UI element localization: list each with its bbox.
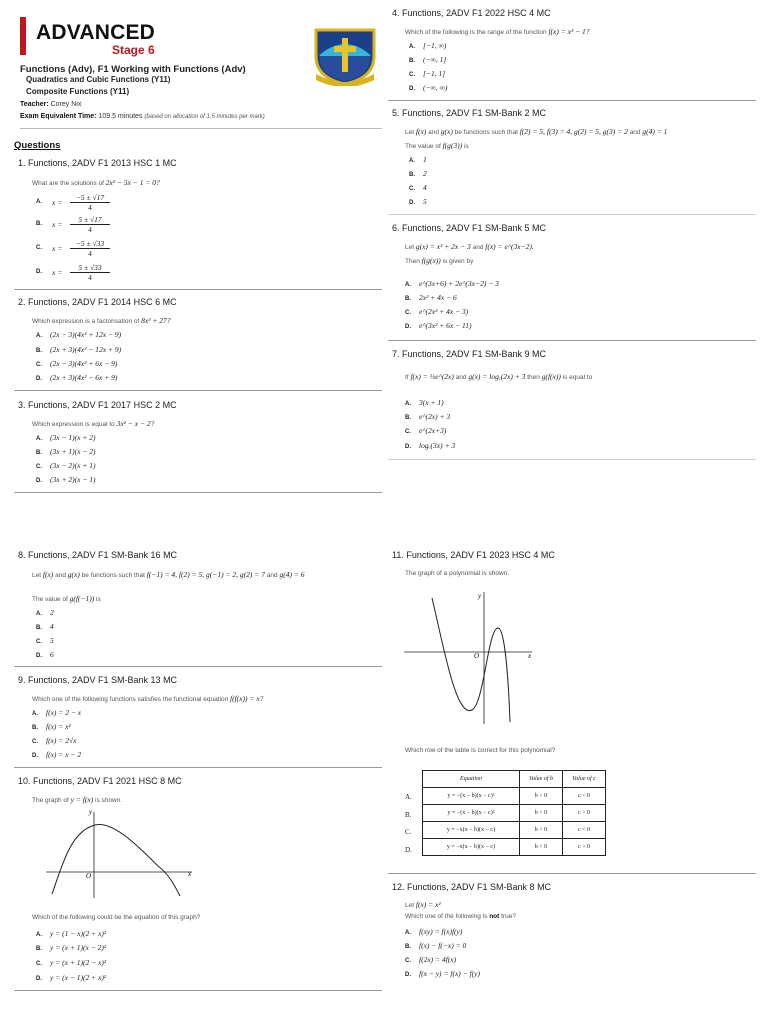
option-label: B. <box>405 415 411 421</box>
option-text: 2 <box>423 169 427 178</box>
prompt-math: g(4) = 6 <box>279 570 305 579</box>
option-label: B. <box>405 944 411 950</box>
question-6-title: 6. Functions, 2ADV F1 SM-Bank 5 MC <box>392 223 547 233</box>
option-text: (3x + 1)(x − 2) <box>50 447 96 456</box>
prompt-text: is given by <box>442 258 474 265</box>
option-d[interactable] <box>405 441 455 450</box>
option-d[interactable] <box>36 973 106 982</box>
option-a[interactable] <box>409 41 446 50</box>
option-label: D. <box>36 376 42 382</box>
prompt-math: f(x) = x² <box>415 900 441 909</box>
option-b[interactable] <box>405 412 450 421</box>
origin-label: O <box>474 652 480 660</box>
brand-stage: Stage 6 <box>112 43 155 57</box>
option-c[interactable] <box>36 359 117 368</box>
cell-equation: y = −x(x − b)(x − c) <box>423 839 520 856</box>
option-text: (3x − 1)(x + 2) <box>50 433 96 442</box>
option-d[interactable] <box>405 321 471 330</box>
option-d[interactable] <box>36 650 54 659</box>
cell-equation: y = −x(x − b)(x − c) <box>423 822 520 839</box>
question-11-prompt: The graph of a polynomial is shown. <box>405 570 510 577</box>
option-label: A. <box>409 44 415 50</box>
option-label: C. <box>32 739 38 745</box>
prompt-text: What are the solutions of <box>32 180 104 187</box>
option-lhs: x = <box>52 244 63 253</box>
cell-equation: y = −(x − b)(x − c)² <box>423 788 520 805</box>
cell-c: c < 0 <box>563 822 606 839</box>
row-label-a[interactable]: A. <box>405 793 412 801</box>
option-label: B. <box>36 348 42 354</box>
subtopic-2: Composite Functions (Y11) <box>26 87 130 96</box>
option-denominator: 4 <box>88 249 92 258</box>
cell-c: c > 0 <box>563 839 606 856</box>
option-b[interactable] <box>405 293 457 302</box>
question-divider <box>14 767 382 768</box>
question-8-prompt-1 <box>32 570 372 581</box>
option-label: A. <box>405 401 411 407</box>
option-text: 4 <box>50 622 54 631</box>
option-a[interactable] <box>36 193 126 213</box>
option-b[interactable] <box>405 941 466 950</box>
table-row[interactable] <box>423 788 606 805</box>
origin-label: O <box>86 872 92 880</box>
question-divider <box>14 289 382 290</box>
cell-b: b < 0 <box>520 805 563 822</box>
question-10-title: 10. Functions, 2ADV F1 2021 HSC 8 MC <box>18 776 182 786</box>
option-text: f(x) = 2√x <box>46 736 77 745</box>
option-label: C. <box>36 245 42 251</box>
question-11-question: Which row of the table is correct for this polynomial? <box>405 747 556 754</box>
option-d[interactable] <box>36 475 96 484</box>
brand-accent-bar <box>20 17 26 55</box>
option-a[interactable] <box>36 608 54 617</box>
table-row[interactable] <box>423 822 606 839</box>
prompt-text: Let <box>405 244 415 251</box>
option-label: C. <box>405 310 411 316</box>
option-c[interactable] <box>32 736 76 745</box>
option-label: D. <box>405 972 411 978</box>
prompt-math: f(x) = e^(3x−2). <box>485 242 534 251</box>
prompt-text: Which one of the following functions satisfies the functional equation <box>32 696 229 703</box>
option-label: A. <box>36 436 42 442</box>
option-b[interactable] <box>36 447 96 456</box>
option-text: 2x² + 4x − 6 <box>419 293 457 302</box>
question-7-title: 7. Functions, 2ADV F1 SM-Bank 9 MC <box>392 349 547 359</box>
option-b[interactable] <box>409 169 427 178</box>
prompt-text: and <box>629 129 641 136</box>
option-numerator: −5 ± √17 <box>70 193 110 203</box>
prompt-text: The value of <box>32 596 68 603</box>
question-divider <box>14 666 382 667</box>
q10-cubic-graph <box>40 806 200 902</box>
prompt-math: g(f(x)) <box>541 372 561 381</box>
prompt-math: y = f(x) <box>70 795 94 804</box>
option-text: 5 <box>50 636 54 645</box>
option-text: e^(2x² + 4x − 3) <box>419 307 469 316</box>
prompt-equation: 3x² − x − 2? <box>116 419 155 428</box>
prompt-math: f(x) = ½e^(2x) <box>410 372 454 381</box>
option-d[interactable] <box>32 750 81 759</box>
prompt-emphasis: not <box>489 913 500 920</box>
option-d[interactable] <box>405 969 480 978</box>
option-text: (2x − 3)(4x² + 6x − 9) <box>50 359 118 368</box>
option-denominator: 4 <box>88 203 92 212</box>
question-3-prompt <box>32 419 154 428</box>
question-7-prompt <box>405 372 592 381</box>
option-text: 5 <box>423 197 427 206</box>
question-divider <box>14 492 382 493</box>
questions-heading: Questions <box>14 140 61 151</box>
question-1-prompt <box>32 178 160 187</box>
question-8-prompt-2 <box>32 594 101 603</box>
prompt-text: Let <box>32 572 42 579</box>
exam-time-note: (based on allocation of 1.5 minutes per mark) <box>144 114 265 120</box>
row-label-b[interactable]: B. <box>405 811 412 819</box>
question-11-title: 11. Functions, 2ADV F1 2023 HSC 4 MC <box>392 550 555 560</box>
prompt-text: is equal to <box>562 374 593 381</box>
option-c[interactable] <box>409 183 427 192</box>
header-equation: Equation <box>423 771 520 788</box>
question-divider <box>388 340 756 341</box>
prompt-math: g(x) <box>67 570 80 579</box>
option-c[interactable] <box>405 955 456 964</box>
cell-equation: y = −(x − b)(x − c)² <box>423 805 520 822</box>
row-label-d[interactable]: D. <box>405 846 412 854</box>
option-text: [−1, 1] <box>423 69 446 78</box>
cell-b: b > 0 <box>520 788 563 805</box>
option-text: e^(3x² + 6x − 11) <box>419 321 472 330</box>
teacher-line <box>20 101 81 108</box>
question-9-title: 9. Functions, 2ADV F1 SM-Bank 13 MC <box>18 675 178 685</box>
option-d[interactable] <box>36 373 117 382</box>
option-label: C. <box>405 958 411 964</box>
option-text: f(2x) = 4f(x) <box>419 955 457 964</box>
prompt-text: true? <box>501 913 516 920</box>
question-6-prompt-1 <box>405 242 534 251</box>
question-5-prompt-2 <box>405 141 469 150</box>
option-text: f(x) = x² <box>46 722 71 731</box>
option-label: D. <box>36 976 42 982</box>
cell-c: c > 0 <box>563 805 606 822</box>
prompt-math: g(4) = 1 <box>642 127 668 136</box>
option-label: A. <box>409 158 415 164</box>
option-text: f(x) = 2 − x <box>46 708 82 717</box>
option-b[interactable] <box>36 622 54 631</box>
option-text: logₑ(3x) + 3 <box>419 441 456 450</box>
option-text: f(xy) = f(x)f(y) <box>419 927 463 936</box>
option-label: A. <box>405 930 411 936</box>
question-divider <box>388 459 756 460</box>
option-text: y = (1 − x)(2 + x)² <box>50 929 107 938</box>
school-crest-cross-icon <box>312 26 378 86</box>
option-text: [−1, ∞) <box>423 41 447 50</box>
option-d[interactable] <box>409 197 427 206</box>
prompt-text: then <box>527 374 540 381</box>
option-text: 3(x + 1) <box>419 398 444 407</box>
option-text: 2 <box>50 608 54 617</box>
option-label: D. <box>409 86 415 92</box>
option-label: C. <box>409 72 415 78</box>
option-text: 6 <box>50 650 54 659</box>
option-text: f(x) = x − 2 <box>46 750 82 759</box>
prompt-equation: 8x³ + 27? <box>141 316 171 325</box>
cell-c: c < 0 <box>563 788 606 805</box>
option-text: e^(3x+6) + 2e^(3x−2) − 3 <box>419 279 499 288</box>
prompt-math: f(f(x)) = x? <box>230 694 264 703</box>
option-a[interactable] <box>405 927 462 936</box>
option-lhs: x = <box>52 268 63 277</box>
question-9-prompt <box>32 694 263 703</box>
question-2-title: 2. Functions, 2ADV F1 2014 HSC 6 MC <box>18 297 177 307</box>
teacher-name: Corey Nix <box>50 101 82 108</box>
x-axis-label: x <box>188 870 192 878</box>
prompt-text: If <box>405 374 409 381</box>
prompt-math: f(x) <box>415 127 427 136</box>
option-text: y = (x − 1)(2 + x)² <box>50 973 107 982</box>
option-text: e^(2x) + 3 <box>419 412 451 421</box>
option-text: (2x − 3)(4x² + 12x − 9) <box>50 330 122 339</box>
prompt-text: be functions such that <box>81 572 145 579</box>
prompt-text: and <box>472 244 484 251</box>
option-c[interactable] <box>409 69 445 78</box>
question-4-prompt <box>405 27 590 36</box>
cell-b: b < 0 <box>520 839 563 856</box>
option-c[interactable] <box>36 636 54 645</box>
option-numerator: 5 ± √17 <box>70 215 110 225</box>
option-a[interactable] <box>32 708 81 717</box>
question-12-prompt-2 <box>405 913 516 920</box>
question-6-prompt-2 <box>405 256 473 265</box>
option-a[interactable] <box>36 929 106 938</box>
option-text: (3x + 2)(x − 1) <box>50 475 96 484</box>
option-label: D. <box>36 269 42 275</box>
option-numerator: −5 ± √33 <box>70 239 110 249</box>
prompt-text: and <box>55 572 66 579</box>
question-divider <box>14 990 382 991</box>
prompt-math: g(x) = logₑ(2x) + 3 <box>468 372 526 381</box>
prompt-text: The graph of <box>32 797 69 804</box>
prompt-text: Let <box>405 902 415 909</box>
question-2-prompt <box>32 316 171 325</box>
option-text: y = (x + 1)(2 − x)² <box>50 958 107 967</box>
option-d[interactable] <box>36 263 126 283</box>
question-4-title: 4. Functions, 2ADV F1 2022 HSC 4 MC <box>392 8 551 18</box>
prompt-equation: f(x) = x³ − 1? <box>548 27 590 36</box>
question-3-title: 3. Functions, 2ADV F1 2017 HSC 2 MC <box>18 400 177 410</box>
question-1-title: 1. Functions, 2ADV F1 2013 HSC 1 MC <box>18 158 177 168</box>
option-b[interactable] <box>36 215 126 235</box>
exam-time-value: 109.5 minutes <box>98 113 143 120</box>
header-value-b: Value of b <box>520 771 563 788</box>
option-a[interactable] <box>405 279 499 288</box>
option-label: D. <box>36 478 42 484</box>
option-a[interactable] <box>36 330 121 339</box>
cell-b: b > 0 <box>520 822 563 839</box>
option-label: C. <box>36 961 42 967</box>
prompt-text: is <box>463 143 469 150</box>
polynomial-options-table <box>422 770 606 856</box>
option-label: C. <box>36 639 42 645</box>
prompt-math: f(−1) = 4, f(2) = 5, g(−1) = 2, g(2) = 7 <box>146 570 265 579</box>
option-label: C. <box>36 464 42 470</box>
exam-time-label: Exam Equivalent Time: <box>20 113 97 120</box>
option-label: B. <box>405 296 411 302</box>
row-label-c[interactable]: C. <box>405 828 412 836</box>
prompt-text: Which one of the following is <box>405 913 488 920</box>
y-axis-label: y <box>89 808 93 816</box>
option-text: 4 <box>423 183 427 192</box>
option-b[interactable] <box>32 722 71 731</box>
option-text: (3x − 2)(x + 1) <box>50 461 96 470</box>
prompt-text: and <box>428 129 439 136</box>
option-lhs: x = <box>52 198 63 207</box>
option-label: B. <box>32 725 38 731</box>
table-header-row <box>423 771 606 788</box>
exam-time-line <box>20 113 265 120</box>
option-label: B. <box>36 625 42 631</box>
option-c[interactable] <box>36 461 96 470</box>
prompt-math: f(2) = 5, f(3) = 4, g(2) = 5, g(3) = 2 <box>519 127 628 136</box>
brand-title: ADVANCED <box>36 21 156 44</box>
option-text: y = (x + 1)(x − 2)² <box>50 943 107 952</box>
option-label: D. <box>32 753 38 759</box>
option-label: B. <box>36 946 42 952</box>
option-a[interactable] <box>405 398 444 407</box>
question-5-prompt-1 <box>405 127 667 136</box>
option-c[interactable] <box>36 239 126 259</box>
y-axis-label: y <box>478 592 482 600</box>
table-row[interactable] <box>423 805 606 822</box>
option-label: D. <box>36 653 42 659</box>
option-text: (−∞, ∞) <box>423 83 448 92</box>
option-label: A. <box>36 333 42 339</box>
option-c[interactable] <box>36 958 106 967</box>
option-b[interactable] <box>36 345 121 354</box>
prompt-text: Let <box>405 129 415 136</box>
header-divider <box>20 128 382 129</box>
prompt-math: g(x) <box>440 127 453 136</box>
question-divider <box>388 100 756 101</box>
question-divider <box>388 214 756 215</box>
option-label: D. <box>409 200 415 206</box>
question-10-question: Which of the following could be the equation of this graph? <box>32 914 201 921</box>
option-label: B. <box>409 58 415 64</box>
prompt-text: be functions such that <box>454 129 518 136</box>
prompt-text: Which of the following is the range of the function <box>405 29 547 36</box>
option-text: 1 <box>423 155 427 164</box>
option-numerator: 5 ± √33 <box>70 263 110 273</box>
question-divider <box>14 390 382 391</box>
option-text: (2x + 3)(4x² − 12x + 9) <box>50 345 122 354</box>
option-denominator: 4 <box>88 273 92 282</box>
prompt-math: f(g(3)) <box>442 141 463 150</box>
option-label: D. <box>405 444 411 450</box>
option-a[interactable] <box>409 155 427 164</box>
topic-title: Functions (Adv), F1 Working with Functions (Adv) <box>20 64 246 75</box>
option-label: A. <box>36 611 42 617</box>
question-12-title: 12. Functions, 2ADV F1 SM-Bank 8 MC <box>392 882 552 892</box>
polynomial-curve <box>432 598 510 722</box>
option-text: f(x) − f(−x) = 0 <box>419 941 467 950</box>
prompt-math: f(x) <box>42 570 54 579</box>
option-label: C. <box>409 186 415 192</box>
prompt-text: Which expression is equal to <box>32 421 115 428</box>
table-row[interactable] <box>423 839 606 856</box>
option-label: C. <box>405 429 411 435</box>
question-5-title: 5. Functions, 2ADV F1 SM-Bank 2 MC <box>392 108 547 118</box>
option-c[interactable] <box>405 426 446 435</box>
option-text: e^(2x+3) <box>419 426 447 435</box>
option-a[interactable] <box>36 433 96 442</box>
x-axis-label: x <box>528 652 532 660</box>
prompt-equation: 2x² − 5x − 1 = 0? <box>105 178 160 187</box>
option-label: C. <box>36 362 42 368</box>
prompt-text: The value of <box>405 143 441 150</box>
option-label: B. <box>36 221 42 227</box>
prompt-math: g(f(−1)) <box>69 594 95 603</box>
option-label: A. <box>405 282 411 288</box>
question-divider <box>388 873 756 874</box>
option-label: D. <box>405 324 411 330</box>
option-denominator: 4 <box>88 225 92 234</box>
question-10-prompt <box>32 795 122 804</box>
option-b[interactable] <box>409 55 446 64</box>
option-label: A. <box>36 932 42 938</box>
question-12-prompt-1 <box>405 900 441 909</box>
q11-polynomial-graph <box>400 588 540 728</box>
option-lhs: x = <box>52 220 63 229</box>
question-8-title: 8. Functions, 2ADV F1 SM-Bank 16 MC <box>18 550 178 560</box>
prompt-text: is <box>96 596 101 603</box>
prompt-text: is shown. <box>95 797 123 804</box>
prompt-text: and <box>455 374 467 381</box>
option-text: (−∞, 1] <box>423 55 447 64</box>
option-c[interactable] <box>405 307 468 316</box>
cubic-curve <box>52 825 180 896</box>
option-text: (2x + 3)(4x² − 6x + 9) <box>50 373 118 382</box>
option-d[interactable] <box>409 83 448 92</box>
option-b[interactable] <box>36 943 106 952</box>
option-text: f(x − y) = f(x) − f(y) <box>419 969 480 978</box>
prompt-text: Then <box>405 258 420 265</box>
option-label: A. <box>36 199 42 205</box>
prompt-math: f(g(x)) <box>421 256 441 265</box>
prompt-math: g(x) = x² + 2x − 3 <box>415 242 471 251</box>
subtopic-1: Quadratics and Cubic Functions (Y11) <box>26 75 171 84</box>
teacher-label: Teacher: <box>20 101 49 108</box>
prompt-text: and <box>266 572 278 579</box>
header-value-c: Value of c <box>563 771 606 788</box>
option-label: A. <box>32 711 38 717</box>
option-label: B. <box>409 172 415 178</box>
prompt-text: Which expression is a factorisation of <box>32 318 140 325</box>
option-label: B. <box>36 450 42 456</box>
